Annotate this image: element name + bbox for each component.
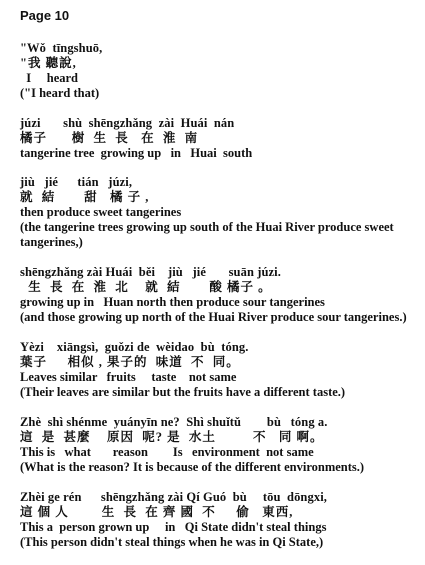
hanzi-line: 這 是 甚麼 原因 呢? 是 水土 不 同 啊。 <box>20 430 324 444</box>
sentence-block-4 <box>20 265 420 325</box>
english-gloss-line: This is what reason Is environment not same <box>20 445 314 459</box>
pinyin-line: Yèzi xiāngsì, guǒzi de wèidao bù tóng. <box>20 340 249 354</box>
english-gloss-line: tangerine tree growing up in Huai south <box>20 146 253 160</box>
document-page <box>20 8 420 565</box>
sentence-block-7 <box>20 490 420 550</box>
hanzi-line: 橘子 樹 生 長 在 淮 南 <box>20 131 199 145</box>
sentence-block-5 <box>20 340 420 400</box>
hanzi-line: 這 個 人 生 長 在 齊 國 不 偷 東西, <box>20 505 294 519</box>
translation-line: (and those growing up north of the Huai River produce sour tangerines.) <box>20 310 407 324</box>
translation-line: (This person didn't steal things when he was in Qi State,) <box>20 535 324 549</box>
pinyin-line: "Wǒ tīngshuō, <box>20 41 103 55</box>
hanzi-line: 葉子 相似 , 果子的 味道 不 同。 <box>20 355 240 369</box>
english-gloss-line: growing up in Huan north then produce sour tangerines <box>20 295 325 309</box>
sentence-block-1 <box>20 41 420 101</box>
translation-line: (What is the reason? It is because of the different environments.) <box>20 460 365 474</box>
pinyin-line: júzi shù shēngzhǎng zài Huái nán <box>20 116 235 130</box>
pinyin-line: Zhè shì shénme yuányīn ne? Shì shuǐtǔ bù tóng a. <box>20 415 328 429</box>
translation-line: (Their leaves are similar but the fruits have a different taste.) <box>20 385 346 399</box>
english-gloss-line: I heard <box>20 71 78 85</box>
english-gloss-line: Leaves similar fruits taste not same <box>20 370 237 384</box>
pinyin-line: shēngzhǎng zài Huái běi jiù jié suān júzi. <box>20 265 281 279</box>
hanzi-line: 生 長 在 淮 北 就 結 酸 橘子 。 <box>20 280 272 294</box>
pinyin-line: jiù jié tián júzi, <box>20 175 133 189</box>
translation-line: ("I heard that) <box>20 86 100 100</box>
translation-line: (the tangerine trees growing up south of the Huai River produce sweet tangerines,) <box>20 220 394 249</box>
hanzi-line: 就 結 甜 橘 子 , <box>20 190 150 204</box>
sentence-block-2 <box>20 116 420 161</box>
hanzi-line: "我 聽說, <box>20 56 77 70</box>
english-gloss-line: This a person grown up in Qi State didn't steal things <box>20 520 327 534</box>
sentence-block-6 <box>20 415 420 475</box>
sentence-block-3 <box>20 175 420 250</box>
pinyin-line: Zhèi ge rén shēngzhǎng zài Qí Guó bù tōu dōngxi, <box>20 490 327 504</box>
english-gloss-line: then produce sweet tangerines <box>20 205 182 219</box>
page-title: Page 10 <box>20 8 70 23</box>
